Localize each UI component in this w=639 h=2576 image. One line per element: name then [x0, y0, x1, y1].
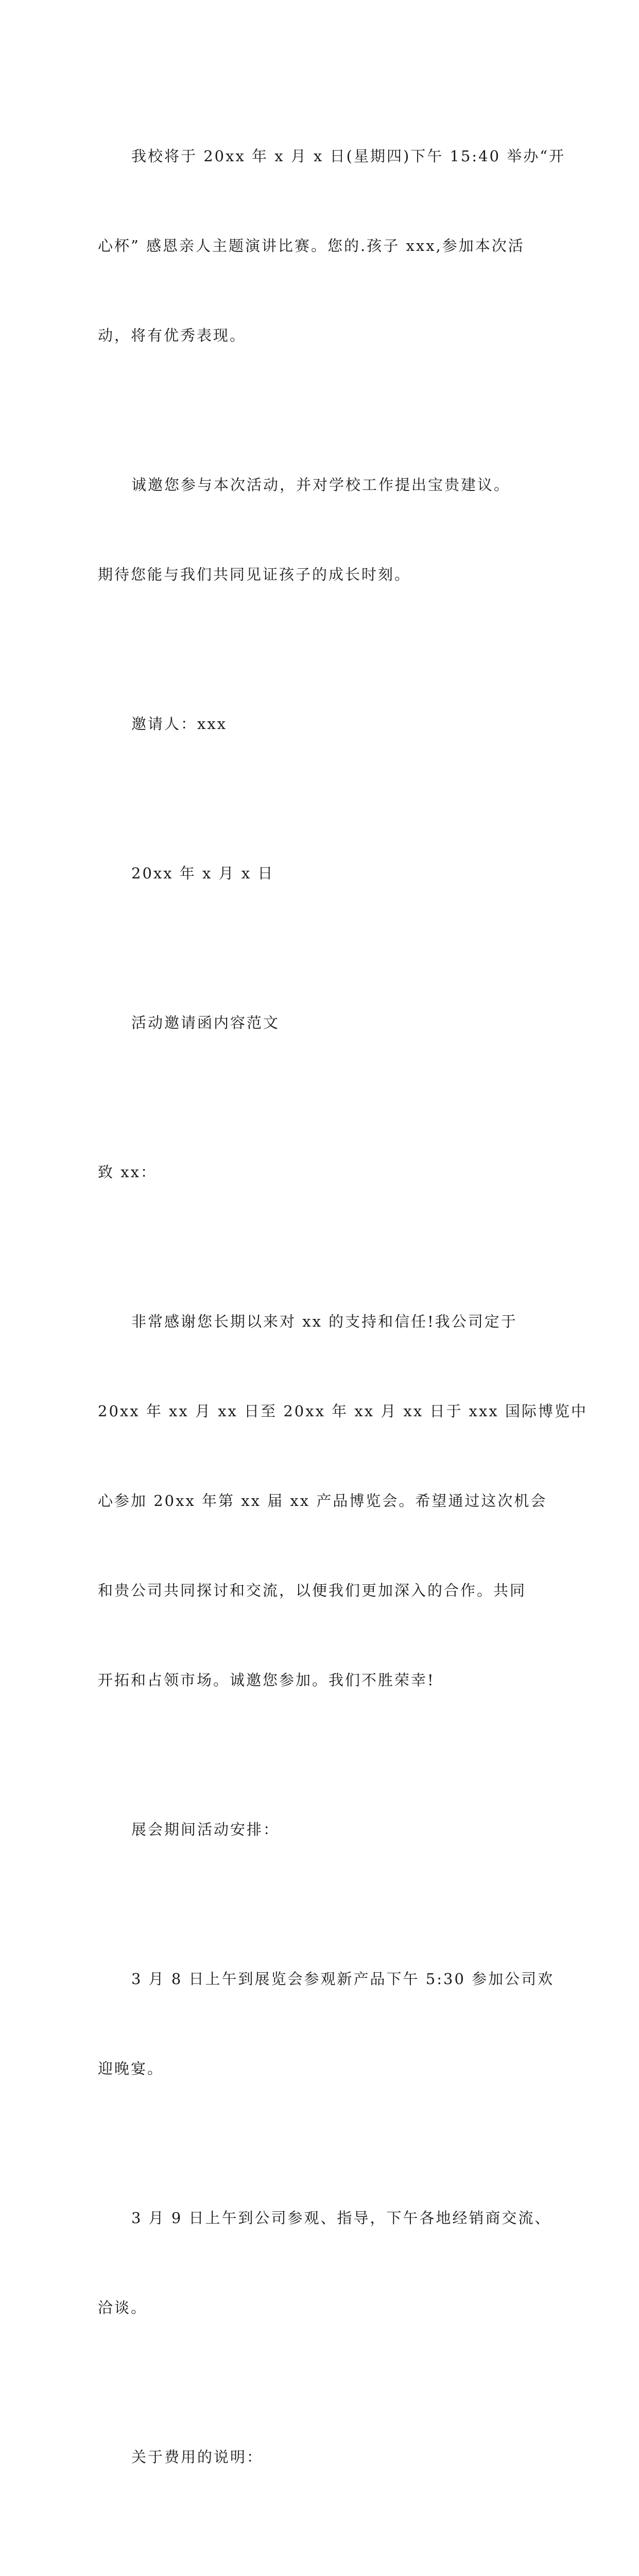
paragraph-fee-details	[98, 2532, 546, 2576]
text-line: 心参加 20xx 年第 xx 届 xx 产品博览会。希望通过这次机会	[98, 1492, 547, 1510]
paragraph-invitation-request	[98, 410, 546, 649]
text-line: 动，将有优秀表现。	[98, 327, 247, 344]
text-line: 诚邀您参与本次活动，并对学校工作提出宝贵建议。	[131, 476, 511, 494]
text-line: 我校将于 20xx 年 x 月 x 日(星期四)下午 15:40 举办“开	[131, 147, 566, 165]
paragraph-fee-heading	[98, 2382, 546, 2532]
paragraph-date	[98, 799, 546, 948]
text-line: 和贵公司共同探讨和交流，以便我们更加深入的合作。共同	[98, 1582, 527, 1599]
text-line: 非常感谢您长期以来对 xx 的支持和信任!我公司定于	[131, 1313, 517, 1330]
text-line: 20xx 年 x 月 x 日	[131, 865, 274, 882]
paragraph-schedule-day1	[98, 1904, 555, 2143]
text-line: 活动邀请函内容范文	[131, 1014, 280, 1031]
paragraph-schedule-day2	[98, 2143, 551, 2382]
paragraph-expo-invitation	[98, 1247, 588, 1755]
text-line: 洽谈。	[98, 2299, 148, 2316]
text-line: 3 月 9 日上午到公司参观、指导，下午各地经销商交流、	[131, 2209, 551, 2227]
paragraph-salutation	[98, 1097, 546, 1247]
text-line: 期待您能与我们共同见证孩子的成长时刻。	[98, 566, 411, 583]
text-line: 关于费用的说明：	[131, 2448, 264, 2466]
paragraph-section-title	[98, 948, 546, 1097]
paragraph-schedule-heading	[98, 1755, 546, 1904]
text-line: 迎晚宴。	[98, 2060, 164, 2077]
text-line: 3 月 8 日上午到展览会参观新产品下午 5:30 参加公司欢	[131, 1970, 555, 1988]
text-line: 致 xx：	[98, 1163, 157, 1181]
paragraph-inviter	[98, 649, 546, 799]
paragraph-invitation-intro	[98, 81, 566, 410]
document-body	[98, 81, 588, 2576]
text-line: 开拓和占领市场。诚邀您参加。我们不胜荣幸!	[98, 1671, 435, 1689]
text-line: 邀请人：xxx	[131, 715, 228, 733]
text-line: 20xx 年 xx 月 xx 日至 20xx 年 xx 月 xx 日于 xxx 国际博览中	[98, 1402, 588, 1420]
text-line: 心杯” 感恩亲人主题演讲比赛。您的.孩子 xxx,参加本次活	[98, 237, 525, 255]
text-line: 展会期间活动安排：	[131, 1821, 280, 1838]
